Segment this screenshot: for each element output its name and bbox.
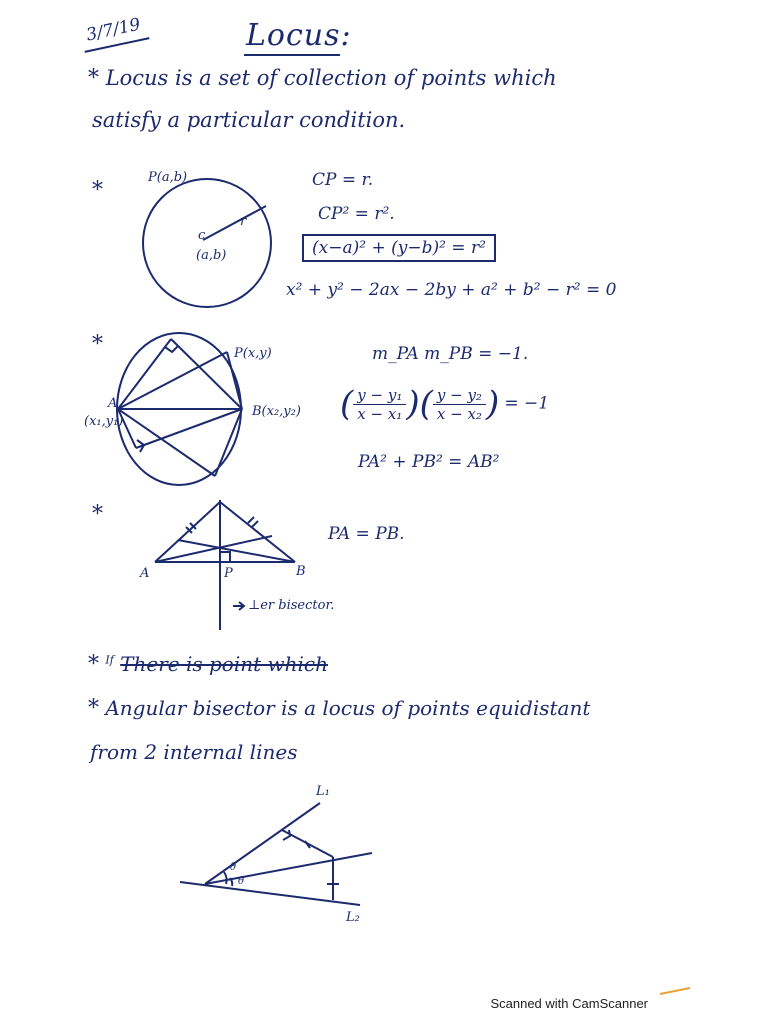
chord-b1 xyxy=(171,339,242,409)
equation-pa-pb: PA = PB. xyxy=(328,524,405,544)
fraction-1-numerator: y − y₁ xyxy=(353,386,406,405)
bullet-star: * xyxy=(92,502,103,527)
insert-mark: If xyxy=(105,653,114,667)
label-center-coords: (a,b) xyxy=(196,248,227,263)
definition-line-2: satisfy a particular condition. xyxy=(92,108,406,132)
label-center-c: c xyxy=(198,228,206,243)
label-a: A xyxy=(108,396,118,411)
date: 3/7/19 xyxy=(84,14,143,46)
equation-cp: CP = r. xyxy=(312,170,374,190)
scanner-watermark: Scanned with CamScanner xyxy=(490,996,648,1011)
label-a: A xyxy=(140,566,150,581)
circle-diagram xyxy=(143,179,271,307)
note-line-1 xyxy=(88,652,328,677)
label-a-coords: (x₁,y₁) xyxy=(84,414,124,429)
equation-pythagoras: PA² + PB² = AB² xyxy=(358,452,500,472)
chord-b4 xyxy=(215,409,242,476)
bullet-star: * xyxy=(92,178,103,203)
note-text-struck: There is point which xyxy=(120,652,328,676)
line-a-top xyxy=(155,502,220,562)
fraction-2-numerator: y − y₂ xyxy=(433,386,486,405)
bullet-star: * xyxy=(92,332,103,357)
line-a-mid xyxy=(155,536,272,562)
note-text-angular-bisector: Angular bisector is a locus of points equidistant xyxy=(105,696,591,720)
note-line-3: from 2 internal lines xyxy=(90,740,298,764)
label-b: B xyxy=(296,564,306,579)
radius-line xyxy=(203,206,266,240)
line-top-b xyxy=(220,502,295,562)
angle-arc-2 xyxy=(230,878,232,886)
line-l1 xyxy=(205,803,320,884)
equation-circle-boxed: (x−a)² + (y−b)² = r² xyxy=(302,234,496,262)
fraction-2-denominator: x − x₂ xyxy=(436,404,482,423)
page-title: Locus: xyxy=(246,18,352,53)
right-angle-mark-3 xyxy=(220,552,230,562)
bullet-star: * xyxy=(88,66,99,91)
equation-slope-product: ( $\frac{\text{y − y₁}}{\text{x − x₁}}$ )( $\frac{\text{y − y₂}}{\text{x − x₂}}$ ) = −1 xyxy=(340,384,550,424)
label-p-xy: P(x,y) xyxy=(234,346,272,361)
note-line-2 xyxy=(88,696,590,721)
fraction-1-denominator: x − x₁ xyxy=(357,404,403,423)
angle-arc-1 xyxy=(224,872,227,884)
right-angle-mark-1 xyxy=(165,346,178,352)
label-radius: r xyxy=(240,214,247,229)
definition-text-1: Locus is a set of collection of points which xyxy=(105,66,557,90)
label-point-p: P(a,b) xyxy=(148,170,188,185)
equation-circle-expanded: x² + y² − 2ax − 2by + a² + b² − r² = 0 xyxy=(286,280,617,300)
equation-cp-squared: CP² = r². xyxy=(318,204,395,224)
orange-scan-mark xyxy=(660,988,690,994)
bullet-star: * xyxy=(88,652,99,677)
label-perpendicular-bisector: ⊥er bisector. xyxy=(248,598,335,613)
label-theta-2: θ xyxy=(238,876,245,887)
equation-slopes: m_PA m_PB = −1. xyxy=(372,344,529,364)
label-l2: L₂ xyxy=(346,910,360,925)
slope-product-rhs: = −1 xyxy=(504,393,550,414)
label-theta-1: θ xyxy=(230,862,237,873)
label-b-coords: B(x₂,y₂) xyxy=(252,404,301,419)
label-p: P xyxy=(224,566,233,581)
chord-a1 xyxy=(118,339,171,409)
label-l1: L₁ xyxy=(316,784,330,799)
chord-a2 xyxy=(118,352,227,409)
bullet-star: * xyxy=(88,696,99,721)
chord-b3 xyxy=(136,409,242,448)
